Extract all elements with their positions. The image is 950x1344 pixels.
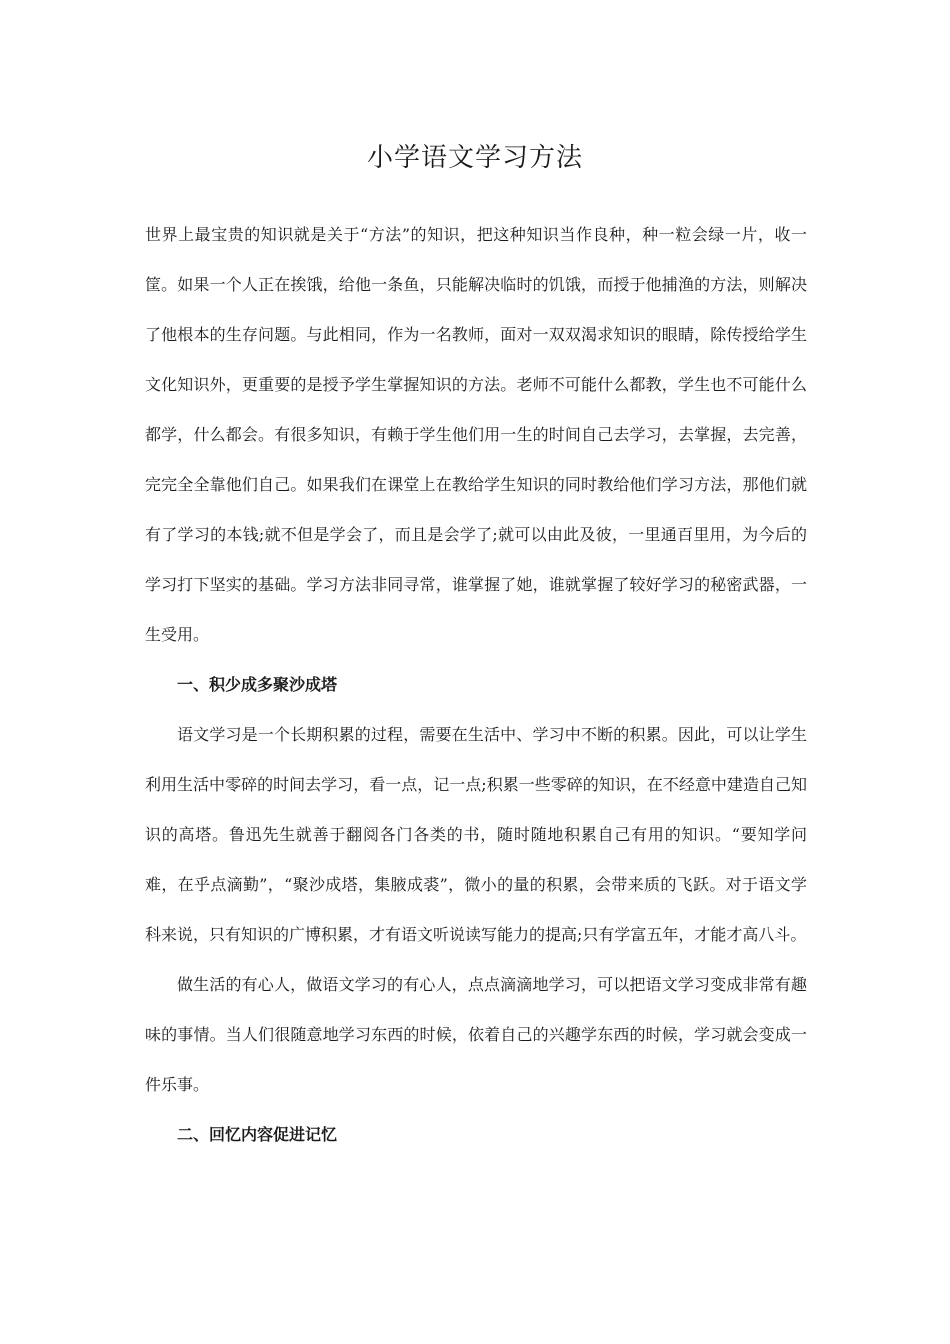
section-heading-1: 一、积少成多聚沙成塔 <box>177 675 338 694</box>
section-heading-2: 二、回忆内容促进记忆 <box>177 1125 338 1144</box>
intro-paragraph: 世界上最宝贵的知识就是关于“方法”的知识，把这种知识当作良种，种一粒会绿一片，收一筐。如果一个人正在挨饿，给他一条鱼，只能解决临时的饥饿，而授于他捕渔的方法，则解决了他根本的生存问题。与此相同，作为一名教师，面对一双双渴求知识的眼睛，除传授给学生文化知识外，更重要的是授予学生掌握知识的方法。老师不可能什么都教，学生也不可能什么都学，什么都会。有很多知识，有赖于学生他们用一生的时间自己去学习，去掌握，去完善，完完全全靠他们自己。如果我们在课堂上在教给学生知识的同时教给他们学习方法，那他们就有了学习的本钱;就不但是学会了，而且是会学了;就可以由此及彼，一里通百里用，为今后的学习打下坚实的基础。学习方法非同寻常，谁掌握了她，谁就掌握了较好学习的秘密武器，一生受用。 <box>145 225 807 644</box>
section1-paragraph-1: 语文学习是一个长期积累的过程，需要在生活中、学习中不断的积累。因此，可以让学生利用生活中零碎的时间去学习，看一点，记一点;积累一些零碎的知识，在不经意中建造自己知识的高塔。鲁迅先生就善于翻阅各门各类的书，随时随地积累自己有用的知识。“要知学问难，在乎点滴勤”，“聚沙成塔，集腋成裘”，微小的量的积累，会带来质的飞跃。对于语文学科来说，只有知识的广博积累，才有语文听说读写能力的提高;只有学富五年，才能才高八斗。 <box>145 725 807 944</box>
document-body <box>145 210 807 1160</box>
document-title: 小学语文学习方法 <box>366 143 583 173</box>
section1-paragraph-2: 做生活的有心人，做语文学习的有心人，点点滴滴地学习，可以把语文学习变成非常有趣味的事情。当人们很随意地学习东西的时候，依着自己的兴趣学东西的时候，学习就会变成一件乐事。 <box>145 975 807 1094</box>
